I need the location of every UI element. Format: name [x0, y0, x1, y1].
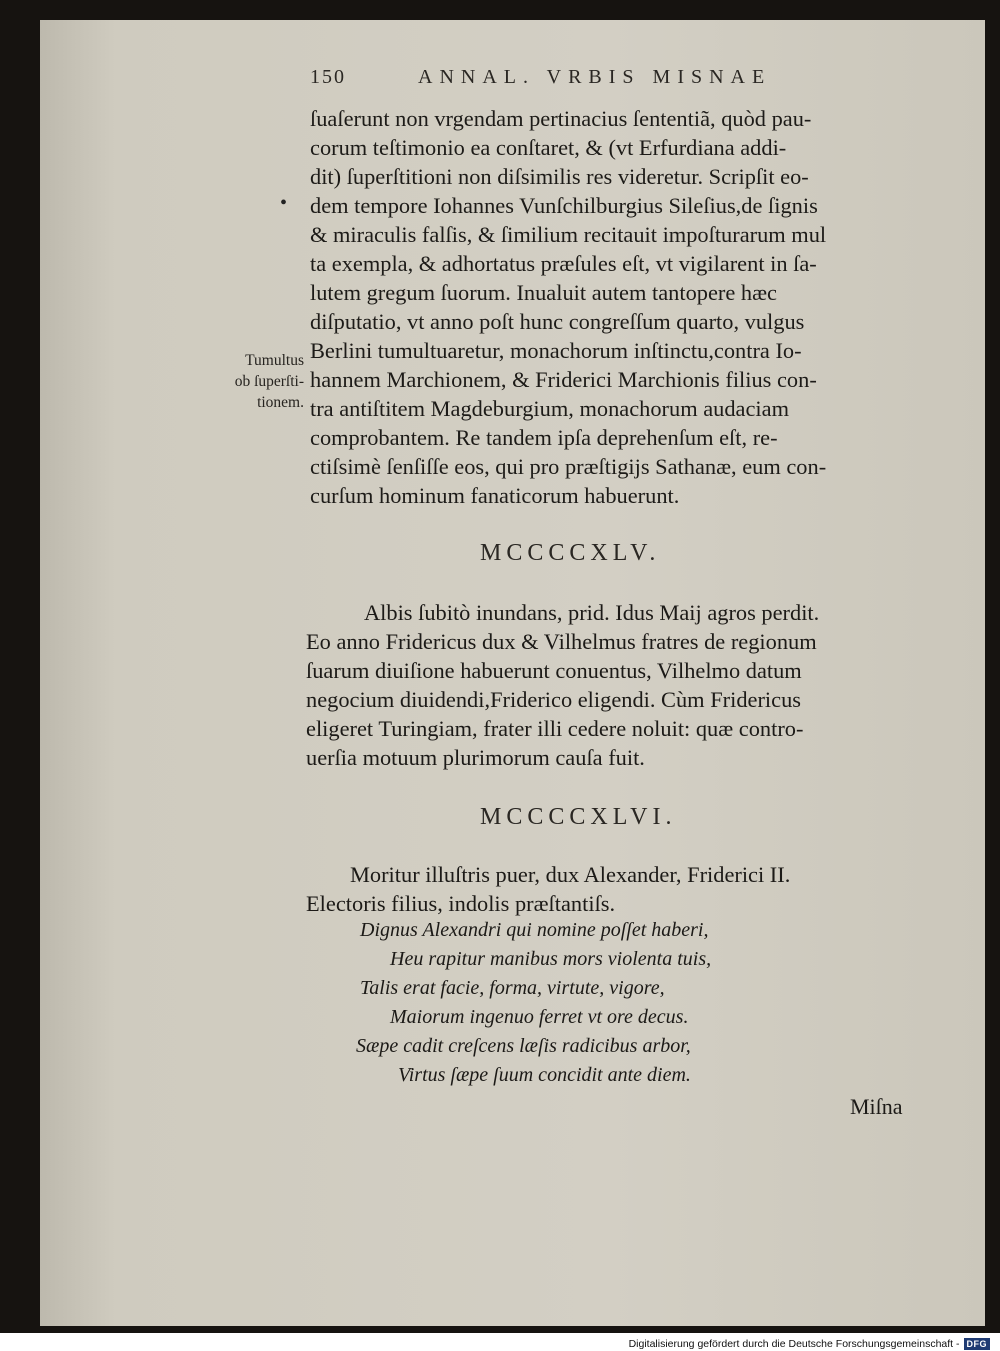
funding-note: Digitalisierung gefördert durch die Deutsche Forschungsgemeinschaft - [628, 1337, 960, 1350]
text-line: tra antiſtitem Magdeburgium, monachorum audaciam [310, 396, 789, 421]
text-line: Albis ſubitò inundans, prid. Idus Maij agros perdit. [364, 600, 820, 625]
text-line: ſuaſerunt non vrgendam pertinacius ſententiã, quòd pau- [310, 106, 812, 131]
text-line: Eo anno Fridericus dux & Vilhelmus fratres de regionum [306, 629, 817, 654]
poem-line: Talis erat facie, forma, virtute, vigore, [360, 977, 665, 999]
text-line: ta exempla, & adhortatus præſules eſt, vt vigilarent in ſa- [310, 251, 817, 276]
text-line: diſputatio, vt anno poſt hunc congreſſum quarto, vulgus [310, 309, 805, 334]
epitaph-poem [350, 916, 870, 1090]
running-head [310, 66, 950, 96]
text-line: comprobantem. Re tandem ipſa deprehenſum eſt, re- [310, 425, 778, 450]
text-line: & miraculis falſis, & ſimilium recitauit impoſturarum mul [310, 222, 827, 247]
text-line: corum teſtimonio ea conſtaret, & (vt Erfurdiana addi- [310, 135, 787, 160]
section-paragraph [306, 860, 946, 918]
poem-line: Dignus Alexandri qui nomine poſſet haberi, [360, 919, 709, 941]
poem-line: Heu rapitur manibus mors violenta tuis, [390, 948, 712, 970]
marginal-note-line: ob ſuperſti- [234, 373, 304, 390]
text-line: ſuarum diuiſione habuerunt conuentus, Vilhelmo datum [306, 658, 802, 683]
text-line: lutem gregum ſuorum. Inualuit autem tantopere hæc [310, 280, 777, 305]
running-title: ANNAL. VRBIS MISNAE [418, 66, 772, 88]
poem-line: Maiorum ingenuo ferret vt ore decus. [390, 1006, 689, 1028]
digitization-footer [629, 1336, 990, 1351]
year-heading: MCCCCXLVI. [480, 804, 677, 830]
section-paragraph [306, 598, 946, 772]
text-line: negocium diuidendi,Friderico eligendi. Cùm Fridericus [306, 687, 801, 712]
poem-line: Virtus ſæpe ſuum concidit ante diem. [398, 1064, 691, 1086]
marginal-note [188, 350, 304, 413]
book-page [40, 20, 985, 1326]
page-number: 150 [310, 66, 346, 88]
text-line: Electoris filius, indolis præſtantiſs. [306, 891, 616, 916]
main-paragraph [310, 104, 930, 510]
marginal-note-line: tionem. [257, 394, 304, 411]
text-line: hannem Marchionem, & Friderici Marchionis filius con- [310, 367, 817, 392]
text-line: ctiſsimè ſenſiſſe eos, qui pro præſtigijs Sathanæ, eum con- [310, 454, 827, 479]
text-line: dit) ſuperſtitioni non diſsimilis res videretur. Scripſit eo- [310, 164, 809, 189]
year-heading: MCCCCXLV. [480, 540, 661, 566]
margin-bullet-mark: • [280, 192, 288, 214]
dfg-logo: DFG [964, 1338, 991, 1350]
text-line: Moritur illuſtris puer, dux Alexander, Friderici II. [350, 862, 791, 887]
text-line: uerſia motuum plurimorum cauſa fuit. [306, 745, 645, 770]
text-line: dem tempore Iohannes Vunſchilburgius Sileſius,de ſignis [310, 193, 818, 218]
text-line: Berlini tumultuaretur, monachorum inſtinctu,contra Io- [310, 338, 802, 363]
marginal-note-line: Tumultus [245, 352, 304, 369]
poem-line: Sæpe cadit creſcens læſis radicibus arbor, [356, 1035, 691, 1057]
text-line: curſum hominum fanaticorum habuerunt. [310, 483, 680, 508]
text-line: eligeret Turingiam, frater illi cedere noluit: quæ contro- [306, 716, 804, 741]
catchword: Miſna [850, 1094, 903, 1119]
